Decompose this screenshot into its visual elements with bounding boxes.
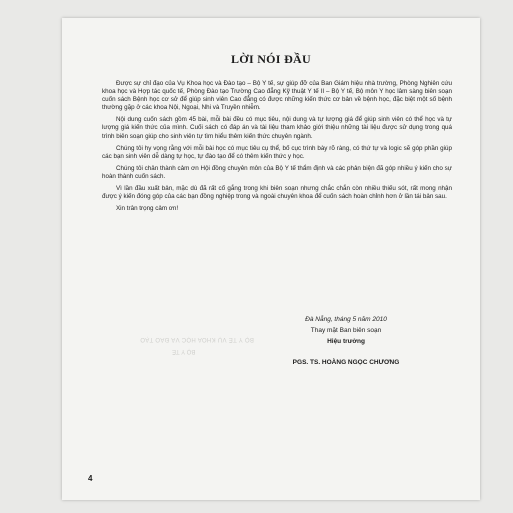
bleed-through-text-2: BỘ Y TẾ (172, 348, 196, 354)
bleed-through-text-1: BỘ Y TẾ VỤ KHOA HỌC VÀ ĐÀO TẠO (140, 336, 254, 342)
paragraph-3: Chúng tôi hy vọng rằng với mỗi bài học có mục tiêu cụ thể, bố cục trình bày rõ ràng, có thứ tự và logic sẽ góp phần giúp các bạn sinh viên dễ dàng tự học, tự đào tạo để có thêm kiến thức y học. (102, 144, 452, 160)
paragraph-4: Chúng tôi chân thành cảm ơn Hội đồng chuyên môn của Bộ Y tế thẩm định và các phản biện đã góp nhiều ý kiến cho sự hoàn thành cuốn sách. (102, 164, 452, 180)
preface-body (102, 80, 452, 217)
paragraph-6: Xin trân trọng cảm ơn! (116, 205, 179, 213)
signature-date: Đà Nẵng, tháng 5 năm 2010 (305, 316, 387, 323)
paragraph-5: Vì lần đầu xuất bản, mặc dù đã rất cố gắng trong khi biên soạn nhưng chắc chắn còn nhiều thiếu sót, rất mong nhận được ý kiến đóng góp của các bạn đồng nghiệp trong và ngoài chuyên khoa để cuốn sách hoàn chỉnh hơn ở lần tái bản sau. (102, 185, 452, 201)
paragraph-1: Được sự chỉ đạo của Vụ Khoa học và Đào tạo – Bộ Y tế, sự giúp đỡ của Ban Giám hiệu nhà trường, Phòng Nghiên cứu khoa học và Hợp tác quốc tế, Phòng Đào tạo Trường Cao đẳng Kỹ thuật Y tế II – Bộ Y tế, Bộ môn Y học lâm sàng biên soạn cuốn sách Bệnh học cơ sở để giúp sinh viên Cao đẳng có được những kiến thức cơ bản về bệnh học, đặc biệt một số bệnh thường gặp ở các khoa Nội, Ngoại, Nhi và Truyền nhiễm. (102, 80, 452, 112)
page-number: 4 (88, 474, 93, 483)
book-page (62, 18, 480, 500)
paragraph-2: Nội dung cuốn sách gồm 45 bài, mỗi bài đều có mục tiêu, nội dung và tự lượng giá để giúp sinh viên có thể học và tự lượng giá kiến thức của mình. Cuối sách có đáp án và tài liệu tham khảo giới thiệu những tài liệu được sử dụng trong quá trình biên soạn giúp cho sinh viên tự tìm hiểu thêm kiến thức chuyên ngành. (102, 116, 452, 140)
signature-block (242, 314, 450, 368)
signature-name: PGS. TS. HOÀNG NGỌC CHƯƠNG (292, 359, 400, 366)
signature-role: Hiệu trưởng (327, 338, 365, 345)
signature-on-behalf: Thay mặt Ban biên soạn (310, 327, 382, 334)
page-title: LỜI NÓI ĐẦU (231, 52, 311, 66)
